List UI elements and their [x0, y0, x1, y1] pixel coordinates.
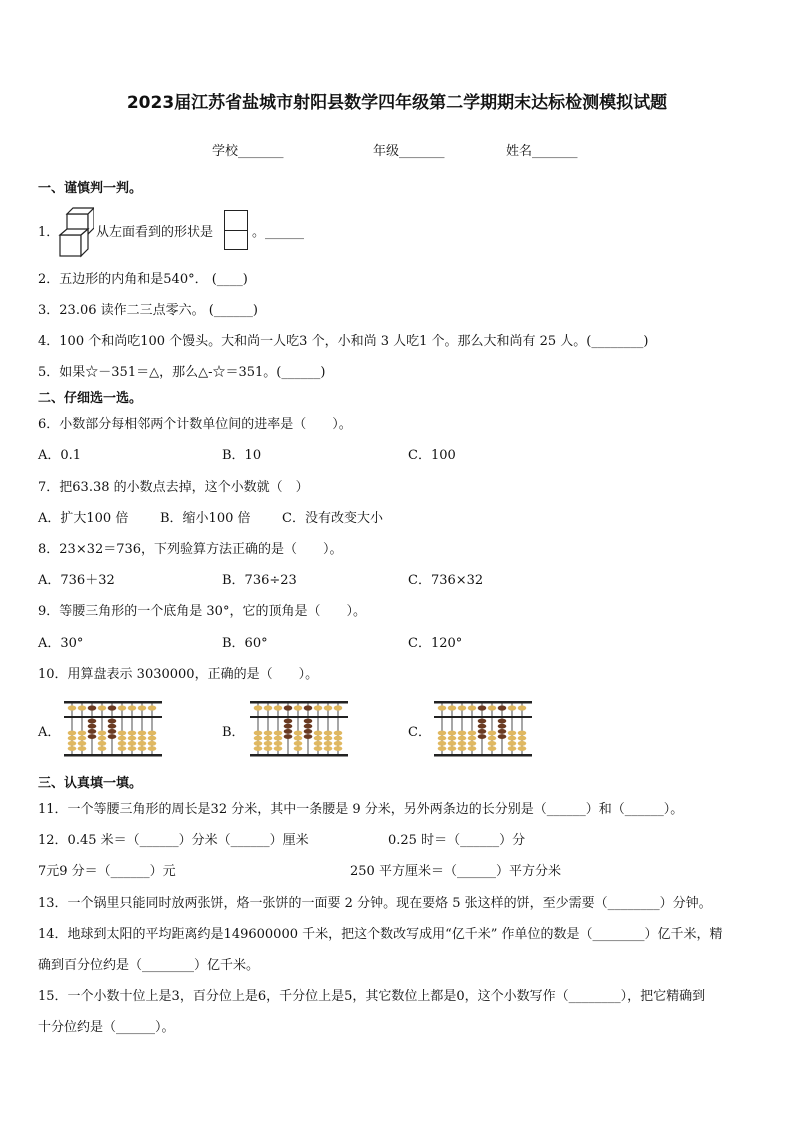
cube-stack-figure: [58, 207, 94, 259]
question-11: 11．一个等腰三角形的周长是32 分米，其中一条腰是 9 分米，另外两条边的长分别是（______）和（______）。: [38, 802, 684, 817]
question-9-option-a: A．30°: [38, 636, 84, 651]
question-14-line-2: 确到百分位约是（________）亿千米。: [38, 958, 260, 973]
question-13: 13．一个锅里只能同时放两张饼，烙一张饼的一面要 2 分钟。现在要烙 5 张这样的饼，至少需要（________）分钟。: [38, 896, 712, 911]
grade-field: 年级_______: [373, 144, 445, 159]
question-8: 8．23×32＝736，下列验算方法正确的是（ ）。: [38, 542, 343, 557]
question-6-option-c: C．100: [408, 448, 456, 463]
question-3: 3．23.06 读作二三点零六。 (______): [38, 303, 258, 318]
question-6: 6．小数部分每相邻两个计数单位间的进率是（ ）。: [38, 417, 352, 432]
question-12-part-d: 250 平方厘米＝（______）平方分米: [350, 864, 561, 879]
question-10-option-a: A．: [38, 725, 61, 740]
question-6-option-a: A．0.1: [38, 448, 82, 463]
question-8-option-a: A．736＋32: [38, 573, 115, 588]
question-7-option-a: A．扩大100 倍: [38, 511, 129, 526]
question-8-option-b: B．736÷23: [222, 573, 297, 588]
question-1-answer: 。______: [252, 225, 305, 240]
page-title: 2023届江苏省盐城市射阳县数学四年级第二学期期末达标检测模拟试题: [126, 93, 668, 113]
abacus-option-a-figure: [64, 700, 162, 762]
question-12-part-a: 12．0.45 米＝（______）分米（______）厘米: [38, 833, 309, 848]
question-9-option-c: C．120°: [408, 636, 463, 651]
abacus-option-b-figure: [250, 700, 348, 762]
question-14-line-1: 14．地球到太阳的平均距离约是149600000 千米，把这个数改写成用“亿千米” 作单位的数是（________）亿千米，精: [38, 927, 723, 942]
question-10-option-b: B．: [222, 725, 245, 740]
question-8-option-c: C．736×32: [408, 573, 484, 588]
question-1-number: 1．: [38, 225, 60, 240]
question-9: 9．等腰三角形的一个底角是 30°，它的顶角是（ ）。: [38, 604, 366, 619]
question-10: 10．用算盘表示 3030000，正确的是（ ）。: [38, 667, 319, 682]
school-field: 学校_______: [212, 144, 284, 159]
question-15-line-1: 15．一个小数十位上是3，百分位上是6，千分位上是5，其它数位上都是0，这个小数写作（________），把它精确到: [38, 989, 706, 1004]
section-heading-3: 三、认真填一填。: [38, 776, 143, 791]
name-field: 姓名_______: [506, 144, 578, 159]
question-6-option-b: B．10: [222, 448, 262, 463]
question-7-option-c: C．没有改变大小: [282, 511, 383, 526]
question-1-text: 从左面看到的形状是: [96, 225, 214, 240]
section-heading-2: 二、仔细选一选。: [38, 391, 143, 406]
question-5: 5．如果☆－351＝△，那么△-☆＝351。(______): [38, 365, 326, 380]
question-7: 7．把63.38 的小数点去掉，这个小数就（ ）: [38, 480, 309, 495]
section-heading-1: 一、谨慎判一判。: [38, 181, 143, 196]
question-15-line-2: 十分位约是（______）。: [38, 1020, 175, 1035]
question-12-part-b: 0.25 时＝（______）分: [388, 833, 526, 848]
left-view-figure: [224, 210, 248, 250]
question-7-option-b: B．缩小100 倍: [160, 511, 251, 526]
question-2: 2．五边形的内角和是540°． (____): [38, 272, 248, 287]
question-9-option-b: B．60°: [222, 636, 268, 651]
question-12-part-c: 7元9 分＝（______）元: [38, 864, 176, 879]
abacus-option-c-figure: [434, 700, 532, 762]
question-4: 4．100 个和尚吃100 个馒头。大和尚一人吃3 个，小和尚 3 人吃1 个。那么大和尚有 25 人。(________): [38, 334, 649, 349]
question-10-option-c: C．: [408, 725, 431, 740]
